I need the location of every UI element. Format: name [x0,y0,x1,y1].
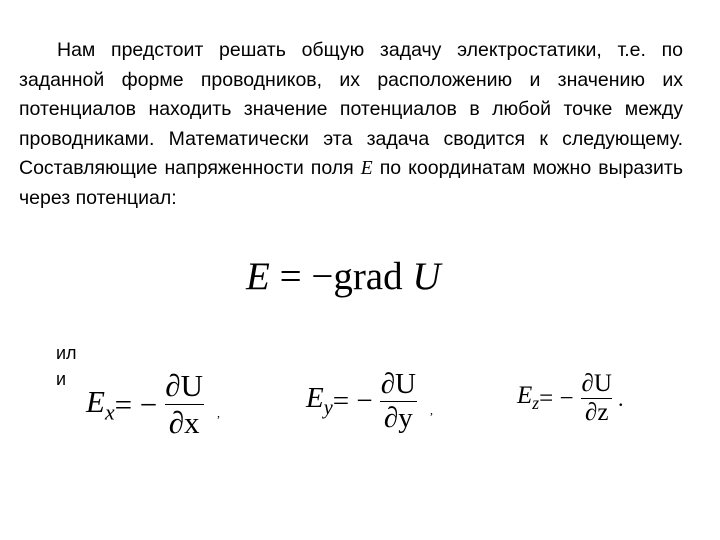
fraction-x [161,368,207,441]
separator-y: , [429,403,433,417]
separator-x: , [217,406,221,420]
fraction-numerator-x: ∂U [165,368,204,403]
paragraph-text-1: Нам предстоит решать общую задачу электростатики, т.е. по заданной форме проводников, их расположению и значению их потенциалов находить значение потенциалов в любой точке между проводниками. Математически эта задача сводится к следующему. Составляющие напряженности поля [19,39,683,179]
component-equation-z [517,370,623,427]
fraction-denominator-x: ∂x [165,404,204,441]
fraction-numerator-z: ∂U [581,370,612,397]
fraction-numerator-y: ∂U [380,368,416,400]
paragraph-text-2: по координатам можно выразить через потенциал: [19,157,683,209]
component-lhs-z: $E_z$ [517,382,540,414]
formula-lhs: E [246,255,270,298]
component-equation-x [86,368,220,441]
component-lhs-y: $E_y$ [306,382,333,420]
body-paragraph [19,36,683,213]
component-op-y: = − [332,385,373,417]
formula-rhs: U [412,255,441,298]
gradient-formula [246,254,441,299]
fraction-z [578,370,616,427]
fraction-denominator-z: ∂z [581,398,612,427]
component-lhs-x: $E_x$ [86,383,115,425]
component-op-x: = − [114,386,158,422]
field-variable-E: E [360,158,373,179]
component-op-z: = − [539,384,574,412]
fraction-y [377,368,420,435]
formula-operator: = −grad [269,255,413,298]
fraction-denominator-y: ∂y [380,401,417,435]
component-equation-y [306,368,433,435]
ili-label: ил и [56,343,77,389]
separator-z: . [617,385,624,411]
